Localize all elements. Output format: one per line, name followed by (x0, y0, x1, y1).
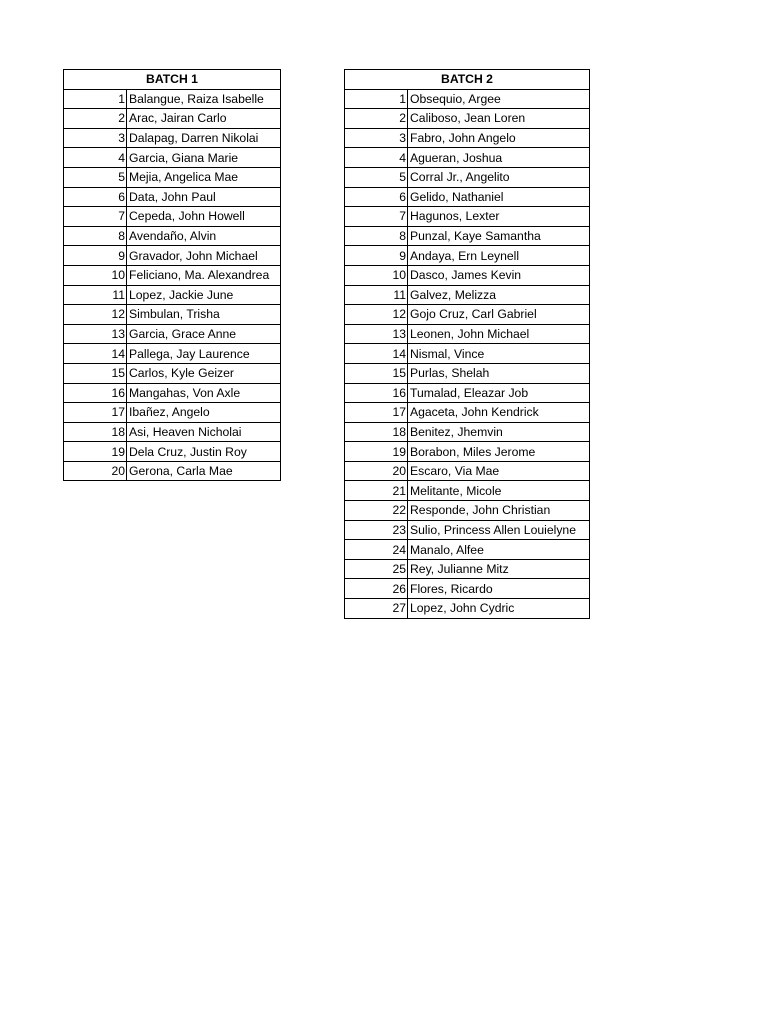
row-number: 20 (64, 461, 127, 481)
student-name: Garcia, Grace Anne (127, 324, 281, 344)
student-name: Dasco, James Kevin (408, 265, 590, 285)
table-row (64, 422, 281, 442)
student-name: Dalapag, Darren Nikolai (127, 128, 281, 148)
row-number: 4 (64, 148, 127, 168)
table-row (345, 363, 590, 383)
row-number: 19 (64, 442, 127, 462)
table-row (64, 285, 281, 305)
student-name: Borabon, Miles Jerome (408, 442, 590, 462)
batch-1-title: BATCH 1 (64, 70, 281, 90)
row-number: 18 (64, 422, 127, 442)
row-number: 17 (345, 403, 408, 423)
table-row (345, 481, 590, 501)
table-row (345, 305, 590, 325)
table-row (345, 285, 590, 305)
table-row (345, 167, 590, 187)
row-number: 11 (345, 285, 408, 305)
student-name: Lopez, John Cydric (408, 599, 590, 619)
row-number: 22 (345, 501, 408, 521)
row-number: 4 (345, 148, 408, 168)
student-name: Tumalad, Eleazar Job (408, 383, 590, 403)
table-row (345, 559, 590, 579)
row-number: 13 (64, 324, 127, 344)
table-row (345, 383, 590, 403)
student-name: Manalo, Alfee (408, 540, 590, 560)
student-name: Feliciano, Ma. Alexandrea (127, 265, 281, 285)
row-number: 2 (64, 109, 127, 129)
table-row (64, 324, 281, 344)
row-number: 6 (345, 187, 408, 207)
table-row (345, 109, 590, 129)
batch-2-body (345, 89, 590, 618)
table-row (345, 422, 590, 442)
student-name: Garcia, Giana Marie (127, 148, 281, 168)
table-row (64, 442, 281, 462)
student-name: Agaceta, John Kendrick (408, 403, 590, 423)
student-name: Andaya, Ern Leynell (408, 246, 590, 266)
row-number: 7 (345, 207, 408, 227)
table-row (345, 128, 590, 148)
table-row (64, 167, 281, 187)
student-name: Gojo Cruz, Carl Gabriel (408, 305, 590, 325)
table-row (64, 207, 281, 227)
student-name: Simbulan, Trisha (127, 305, 281, 325)
row-number: 20 (345, 461, 408, 481)
table-row (64, 383, 281, 403)
student-name: Benitez, Jhemvin (408, 422, 590, 442)
student-name: Gravador, John Michael (127, 246, 281, 266)
row-number: 3 (345, 128, 408, 148)
student-name: Nismal, Vince (408, 344, 590, 364)
table-row (64, 305, 281, 325)
row-number: 10 (345, 265, 408, 285)
table-row (64, 187, 281, 207)
student-name: Hagunos, Lexter (408, 207, 590, 227)
row-number: 2 (345, 109, 408, 129)
row-number: 1 (345, 89, 408, 109)
row-number: 27 (345, 599, 408, 619)
row-number: 5 (64, 167, 127, 187)
row-number: 10 (64, 265, 127, 285)
row-number: 14 (64, 344, 127, 364)
student-name: Leonen, John Michael (408, 324, 590, 344)
table-row (345, 344, 590, 364)
row-number: 9 (345, 246, 408, 266)
row-number: 14 (345, 344, 408, 364)
student-name: Agueran, Joshua (408, 148, 590, 168)
row-number: 6 (64, 187, 127, 207)
row-number: 19 (345, 442, 408, 462)
student-name: Responde, John Christian (408, 501, 590, 521)
table-row (345, 442, 590, 462)
student-name: Fabro, John Angelo (408, 128, 590, 148)
student-name: Flores, Ricardo (408, 579, 590, 599)
student-name: Purlas, Shelah (408, 363, 590, 383)
table-row (64, 363, 281, 383)
row-number: 13 (345, 324, 408, 344)
student-name: Cepeda, John Howell (127, 207, 281, 227)
table-row (345, 148, 590, 168)
student-name: Arac, Jairan Carlo (127, 109, 281, 129)
student-name: Gerona, Carla Mae (127, 461, 281, 481)
table-row (345, 501, 590, 521)
student-name: Escaro, Via Mae (408, 461, 590, 481)
student-name: Avendaño, Alvin (127, 226, 281, 246)
table-row (345, 324, 590, 344)
table-row (345, 599, 590, 619)
student-name: Mangahas, Von Axle (127, 383, 281, 403)
row-number: 5 (345, 167, 408, 187)
batch-1-header-row (64, 70, 281, 90)
table-row (345, 265, 590, 285)
student-name: Balangue, Raiza Isabelle (127, 89, 281, 109)
table-row (64, 403, 281, 423)
table-row (345, 520, 590, 540)
student-name: Pallega, Jay Laurence (127, 344, 281, 364)
student-name: Asi, Heaven Nicholai (127, 422, 281, 442)
batch-2-table (344, 69, 590, 619)
row-number: 16 (64, 383, 127, 403)
row-number: 26 (345, 579, 408, 599)
table-row (345, 246, 590, 266)
table-row (64, 246, 281, 266)
student-name: Caliboso, Jean Loren (408, 109, 590, 129)
table-row (64, 109, 281, 129)
table-row (64, 344, 281, 364)
student-name: Sulio, Princess Allen Louielyne (408, 520, 590, 540)
table-row (64, 128, 281, 148)
row-number: 9 (64, 246, 127, 266)
row-number: 15 (64, 363, 127, 383)
student-name: Dela Cruz, Justin Roy (127, 442, 281, 462)
student-name: Mejia, Angelica Mae (127, 167, 281, 187)
student-name: Corral Jr., Angelito (408, 167, 590, 187)
row-number: 21 (345, 481, 408, 501)
table-row (64, 148, 281, 168)
row-number: 3 (64, 128, 127, 148)
table-row (64, 265, 281, 285)
table-row (64, 226, 281, 246)
batch-1-body (64, 89, 281, 481)
table-row (345, 226, 590, 246)
table-row (345, 579, 590, 599)
student-name: Obsequio, Argee (408, 89, 590, 109)
student-name: Rey, Julianne Mitz (408, 559, 590, 579)
table-row (64, 461, 281, 481)
row-number: 25 (345, 559, 408, 579)
student-name: Lopez, Jackie June (127, 285, 281, 305)
student-name: Data, John Paul (127, 187, 281, 207)
student-name: Punzal, Kaye Samantha (408, 226, 590, 246)
table-row (345, 403, 590, 423)
row-number: 12 (345, 305, 408, 325)
row-number: 23 (345, 520, 408, 540)
table-row (345, 89, 590, 109)
table-row (64, 89, 281, 109)
student-name: Gelido, Nathaniel (408, 187, 590, 207)
student-name: Melitante, Micole (408, 481, 590, 501)
row-number: 8 (64, 226, 127, 246)
student-name: Galvez, Melizza (408, 285, 590, 305)
batch-2-title: BATCH 2 (345, 70, 590, 90)
row-number: 1 (64, 89, 127, 109)
student-name: Ibañez, Angelo (127, 403, 281, 423)
row-number: 24 (345, 540, 408, 560)
table-row (345, 461, 590, 481)
table-row (345, 187, 590, 207)
student-name: Carlos, Kyle Geizer (127, 363, 281, 383)
row-number: 12 (64, 305, 127, 325)
batch-2-header-row (345, 70, 590, 90)
row-number: 16 (345, 383, 408, 403)
row-number: 11 (64, 285, 127, 305)
table-row (345, 207, 590, 227)
row-number: 8 (345, 226, 408, 246)
row-number: 17 (64, 403, 127, 423)
table-row (345, 540, 590, 560)
row-number: 18 (345, 422, 408, 442)
batch-1-table (63, 69, 281, 481)
row-number: 7 (64, 207, 127, 227)
row-number: 15 (345, 363, 408, 383)
